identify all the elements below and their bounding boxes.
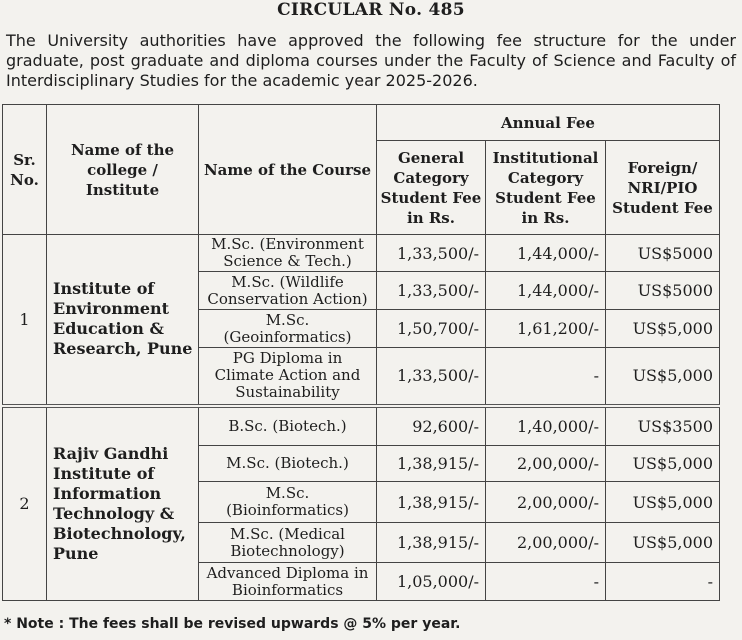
- course-name: M.Sc. (Wildlife Conservation Action): [199, 272, 377, 310]
- foreign-fee: US$5,000: [606, 482, 720, 523]
- general-fee: 1,38,915/-: [377, 446, 486, 482]
- header-course: Name of the Course: [199, 105, 377, 235]
- institutional-fee: 2,00,000/-: [486, 446, 606, 482]
- institutional-fee: 1,61,200/-: [486, 310, 606, 348]
- college-name: Rajiv Gandhi Institute of Information Technology & Biotechnology, Pune: [47, 406, 199, 601]
- general-fee: 1,33,500/-: [377, 272, 486, 310]
- institutional-fee: -: [486, 563, 606, 601]
- header-sr: Sr. No.: [3, 105, 47, 235]
- college-name: Institute of Environment Education & Research, Pune: [47, 235, 199, 406]
- fee-note: * Note : The fees shall be revised upwards @ 5% per year.: [4, 616, 461, 632]
- institutional-fee: 2,00,000/-: [486, 482, 606, 523]
- foreign-fee: US$3500: [606, 406, 720, 446]
- fee-table: [2, 104, 720, 601]
- foreign-fee: US$5000: [606, 272, 720, 310]
- foreign-fee: -: [606, 563, 720, 601]
- general-fee: 1,38,915/-: [377, 523, 486, 563]
- general-fee: 1,50,700/-: [377, 310, 486, 348]
- course-name: M.Sc. (Biotech.): [199, 446, 377, 482]
- header-foreign-fee: Foreign/ NRI/PIO Student Fee: [606, 141, 720, 235]
- foreign-fee: US$5,000: [606, 348, 720, 406]
- sr-number: 2: [3, 406, 47, 601]
- general-fee: 92,600/-: [377, 406, 486, 446]
- course-name: Advanced Diploma in Bioinformatics: [199, 563, 377, 601]
- institutional-fee: 1,44,000/-: [486, 272, 606, 310]
- course-name: M.Sc. (Medical Biotechnology): [199, 523, 377, 563]
- course-name: M.Sc. (Environment Science & Tech.): [199, 235, 377, 272]
- foreign-fee: US$5,000: [606, 523, 720, 563]
- intro-paragraph: The University authorities have approved the following fee structure for the under graduate, post graduate and diploma courses under the Faculty of Science and Faculty of Interdisciplinary Studies for the academic year 2025-2026.: [6, 31, 736, 90]
- course-name: B.Sc. (Biotech.): [199, 406, 377, 446]
- institutional-fee: 1,40,000/-: [486, 406, 606, 446]
- header-institutional-fee: Institutional Category Student Fee in Rs.: [486, 141, 606, 235]
- course-name: PG Diploma in Climate Action and Sustainability: [199, 348, 377, 406]
- header-annual-fee: Annual Fee: [377, 105, 720, 141]
- course-name: M.Sc. (Geoinformatics): [199, 310, 377, 348]
- header-college: Name of the college / Institute: [47, 105, 199, 235]
- general-fee: 1,38,915/-: [377, 482, 486, 523]
- header-general-fee: General Category Student Fee in Rs.: [377, 141, 486, 235]
- institutional-fee: 1,44,000/-: [486, 235, 606, 272]
- general-fee: 1,33,500/-: [377, 235, 486, 272]
- foreign-fee: US$5,000: [606, 310, 720, 348]
- course-name: M.Sc. (Bioinformatics): [199, 482, 377, 523]
- foreign-fee: US$5000: [606, 235, 720, 272]
- sr-number: 1: [3, 235, 47, 406]
- general-fee: 1,05,000/-: [377, 563, 486, 601]
- circular-title: CIRCULAR No. 485: [277, 0, 465, 20]
- table-row: [3, 406, 720, 446]
- institutional-fee: 2,00,000/-: [486, 523, 606, 563]
- general-fee: 1,33,500/-: [377, 348, 486, 406]
- foreign-fee: US$5,000: [606, 446, 720, 482]
- table-row: [3, 235, 720, 272]
- institutional-fee: -: [486, 348, 606, 406]
